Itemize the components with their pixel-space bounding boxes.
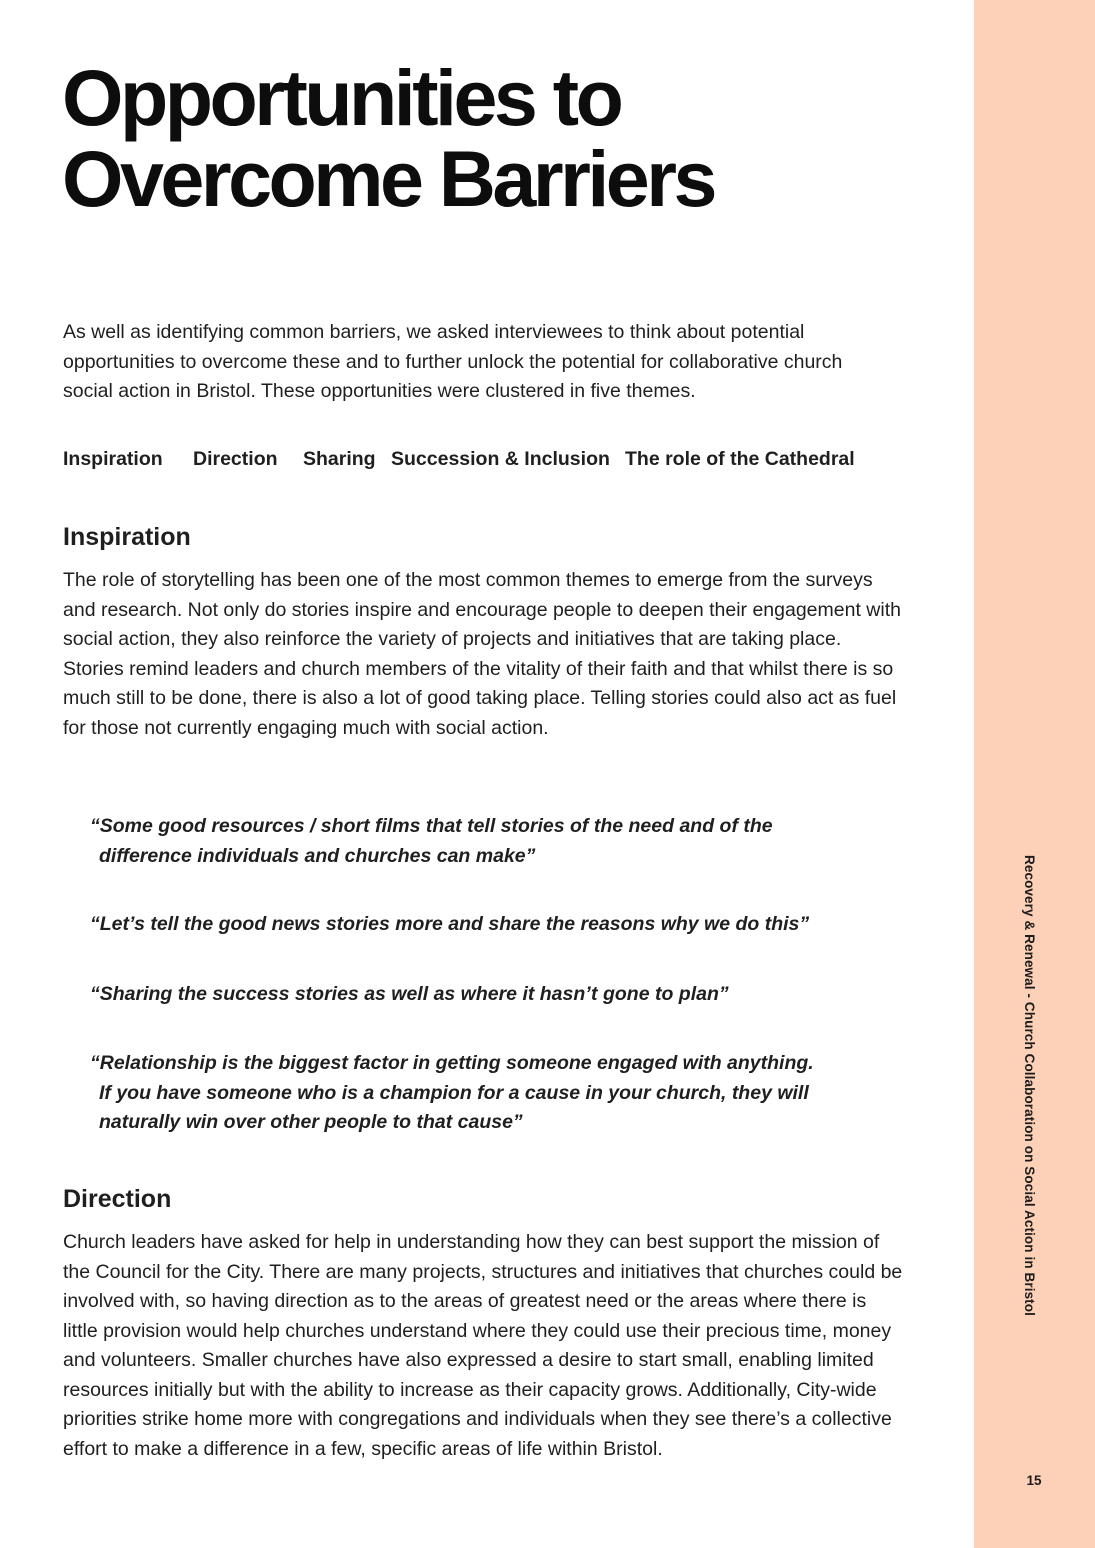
direction-paragraph: Church leaders have asked for help in understanding how they can best support the mission of the Council for the City. There are many projects, structures and initiatives that churches could be involved with, so having direction as to the areas of greatest need or the areas where there is little provision would help churches understand where they could use their precious time, money and volunteers. Smaller churches have also expressed a desire to start small, enabling limited resources initially but with the ability to increase as their capacity grows. Additionally, City-wide priorities strike home more with congregations and individuals when they see there’s a collective effort to make a difference in a few, specific areas of life within Bristol. [63, 1231, 903, 1460]
running-head: Recovery & Renewal - Church Collaboration on Social Action in Bristol [1022, 855, 1037, 1316]
page-number: 15 [1026, 1473, 1042, 1488]
theme-item: Direction [193, 448, 278, 470]
quote-line: naturally win over other people to that cause” [99, 1111, 523, 1133]
theme-item: The role of the Cathedral [625, 448, 855, 470]
theme-item: Succession & Inclusion [391, 448, 610, 470]
quote-line: difference individuals and churches can make” [99, 844, 536, 867]
quote [90, 980, 890, 1010]
section-heading-direction: Direction [63, 1185, 172, 1213]
inspiration-paragraph: The role of storytelling has been one of the most common themes to emerge from the surveys and research. Not only do stories inspire and encourage people to deepen their engagement with social action, they also reinforce the variety of projects and initiatives that are taking place. Stories remind leaders and church members of the vitality of their faith and that whilst there is so much still to be done, there is also a lot of good taking place. Telling stories could also act as fuel for those not currently engaging much with social action. [63, 569, 901, 739]
quote-line: “Some good resources / short films that tell stories of the need and of the [90, 815, 773, 837]
page-title-line-1: Opportunities to [62, 53, 621, 142]
quote-line: “Relationship is the biggest factor in getting someone engaged with anything. [90, 1052, 814, 1074]
page-title [62, 53, 714, 223]
intro-paragraph: As well as identifying common barriers, we asked interviewees to think about potential opportunities to overcome these and to further unlock the potential for collaborative church social action in Bristol. These opportunities were clustered in five themes. [63, 321, 843, 402]
theme-item: Inspiration [63, 448, 163, 470]
quote [90, 812, 890, 871]
quote [90, 910, 890, 940]
quote [90, 1049, 890, 1138]
quote-line: “Let’s tell the good news stories more and share the reasons why we do this” [90, 913, 810, 935]
page-title-line-2: Overcome Barriers [62, 134, 714, 223]
quote-line: “Sharing the success stories as well as where it hasn’t gone to plan” [90, 983, 729, 1005]
quote-line: If you have someone who is a champion for a cause in your church, they will [99, 1081, 809, 1104]
theme-item: Sharing [303, 448, 376, 470]
section-heading-inspiration: Inspiration [63, 523, 191, 551]
